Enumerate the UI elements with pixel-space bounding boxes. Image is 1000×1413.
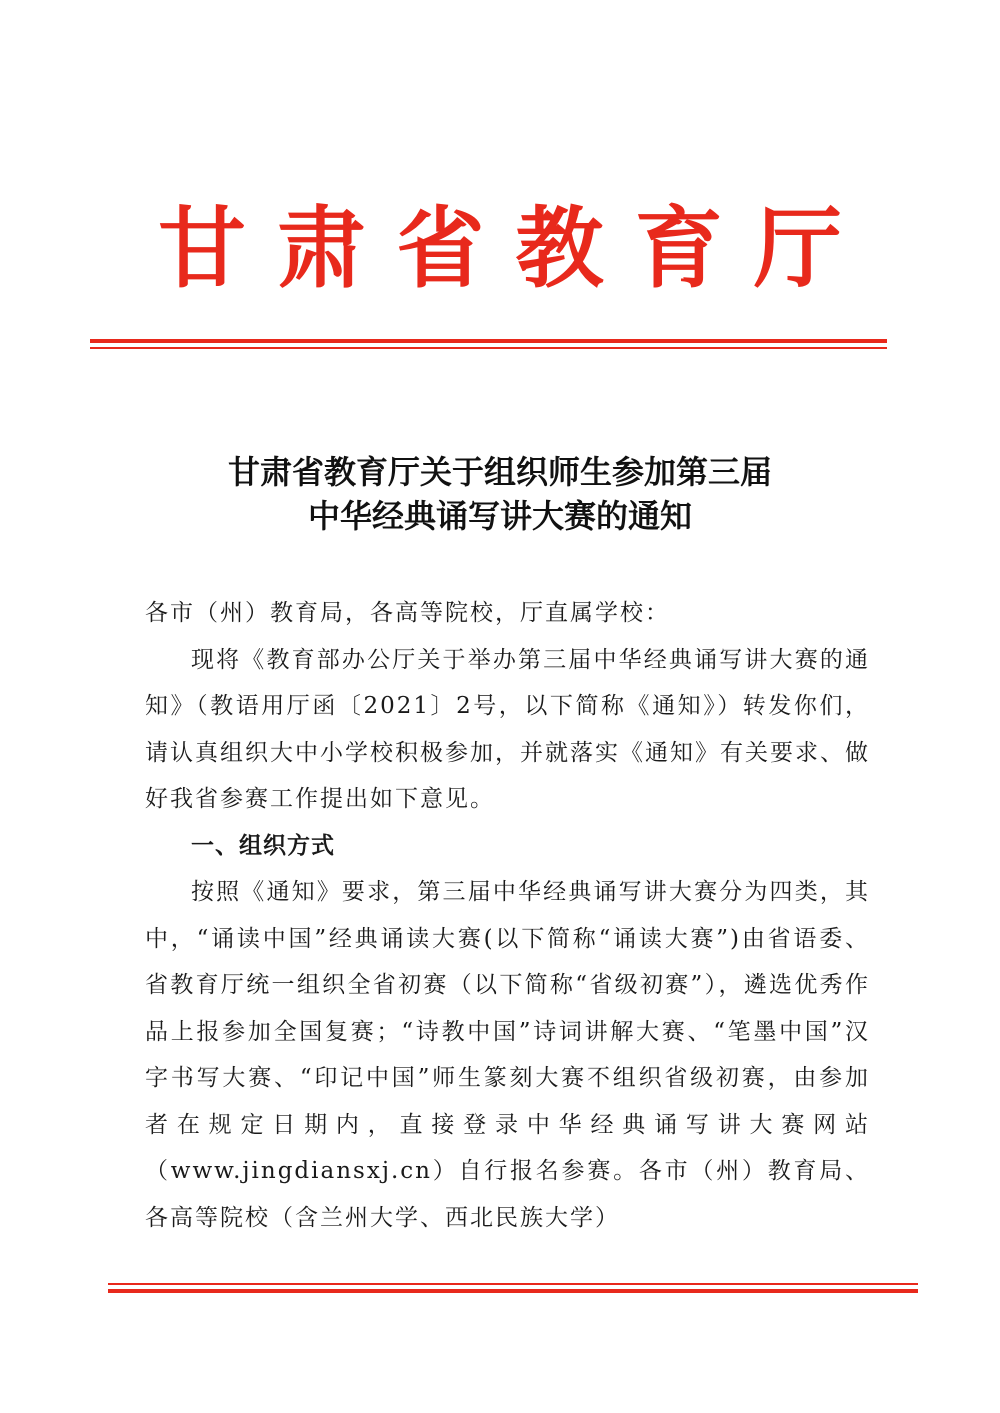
document-title [100, 450, 900, 538]
paragraph: 现将《教育部办公厅关于举办第三届中华经典诵写讲大赛的通知》（教语用厅函〔2021〕2号，以下简称《通知》）转发你们，请认真组织大中小学校积极参加，并就落实《通知》有关要求、做好我省参赛工作提出如下意见。 [145, 646, 870, 812]
footer-rule-thin [108, 1283, 918, 1285]
document-title-line-1: 甘肃省教育厅关于组织师生参加第三届 [227, 453, 772, 491]
footer-rule-thick [108, 1289, 918, 1293]
header-rule-thick [90, 339, 887, 343]
masthead-char: 甘 [157, 196, 246, 300]
masthead-title [150, 188, 850, 308]
masthead-char: 教 [515, 196, 604, 300]
salutation: 各市（州）教育局，各高等院校，厅直属学校： [145, 600, 670, 626]
section-heading: 一、组织方式 [191, 832, 335, 859]
header-rule-thin [90, 347, 887, 349]
masthead-char: 育 [634, 196, 723, 300]
document-body [145, 590, 870, 1241]
document-title-line-2: 中华经典诵写讲大赛的通知 [307, 497, 692, 535]
masthead-char: 省 [396, 196, 485, 300]
masthead-char: 厅 [753, 196, 842, 300]
paragraph: 按照《通知》要求，第三届中华经典诵写讲大赛分为四类，其中，“诵读中国”经典诵读大赛(以下简称“诵读大赛”)由省语委、省教育厅统一组织全省初赛（以下简称“省级初赛”），遴选优秀作品上报参加全国复赛；“诗教中国”诗词讲解大赛、“笔墨中国”汉字书写大赛、“印记中国”师生篆刻大赛不组织省级初赛，由参加者在规定日期内，直接登录中华经典诵写讲大赛网站（www.jingdiansxj.cn）自行报名参赛。各市（州）教育局、各高等院校（含兰州大学、西北民族大学） [145, 879, 870, 1231]
masthead-char: 肃 [277, 196, 366, 300]
